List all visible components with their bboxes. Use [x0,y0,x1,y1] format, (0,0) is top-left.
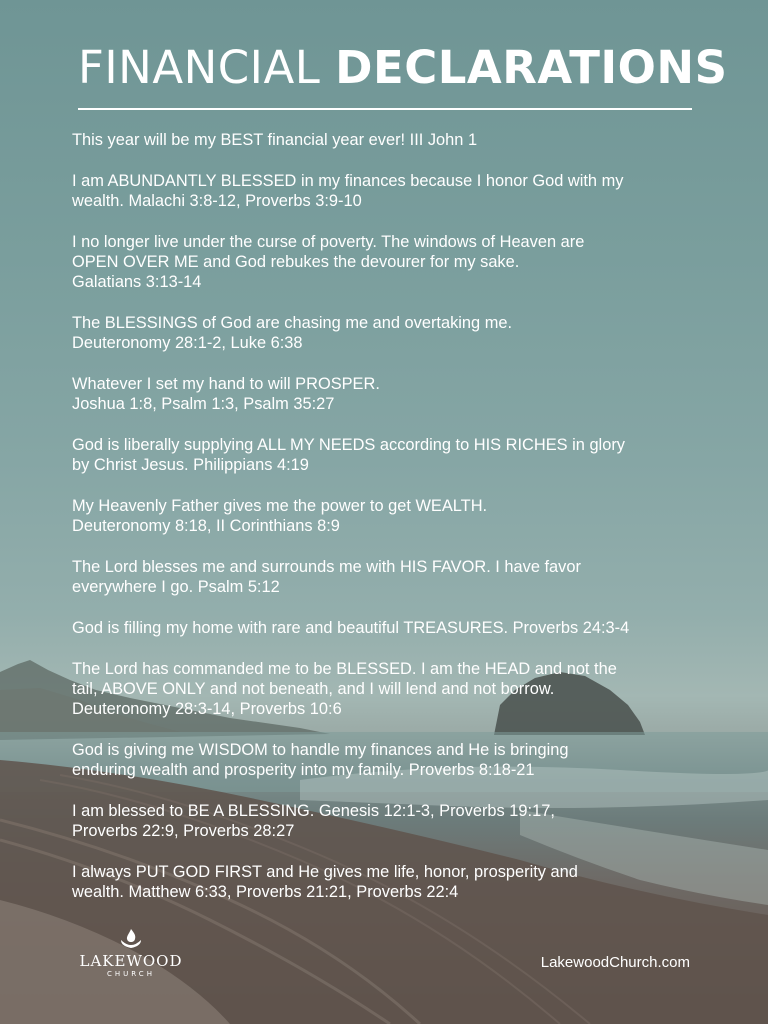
declaration-item: God is filling my home with rare and beautiful TREASURES. Proverbs 24:3-4 [72,619,630,637]
declaration-item: I am blessed to BE A BLESSING. Genesis 12:1-3, Proverbs 19:17, Proverbs 22:9, Proverbs 28:27 [72,802,555,840]
title-light: FINANCIAL [78,41,321,94]
declarations-list [72,130,712,923]
declaration-item: I am ABUNDANTLY BLESSED in my finances because I honor God with my wealth. Malachi 3:8-12, Proverbs 3:9-10 [72,172,624,210]
declaration-item: Whatever I set my hand to will PROSPER. Joshua 1:8, Psalm 1:3, Psalm 35:27 [72,375,380,413]
lakewood-logo [76,928,186,979]
declaration-item: I always PUT GOD FIRST and He gives me life, honor, prosperity and wealth. Matthew 6:33, Proverbs 21:21, Proverbs 22:4 [72,863,578,901]
declaration-item: This year will be my BEST financial year ever! III John 1 [72,131,478,149]
declaration-item: The BLESSINGS of God are chasing me and overtaking me. Deuteronomy 28:1-2, Luke 6:38 [72,314,513,352]
title-bold: DECLARATIONS [335,41,728,94]
declaration-item: The Lord has commanded me to be BLESSED. I am the HEAD and not the tail, ABOVE ONLY and not beneath, and I will lend and not borrow. Deuteronomy 28:3-14, Proverbs 10:6 [72,660,617,718]
website-link[interactable]: LakewoodChurch.com [540,954,690,971]
page-title [78,40,728,96]
title-divider [78,108,692,110]
declaration-item: The Lord blesses me and surrounds me with HIS FAVOR. I have favor everywhere I go. Psalm 5:12 [72,558,581,596]
logo-sub: CHURCH [107,970,155,978]
flame-logo-icon [118,928,144,950]
declaration-item: God is giving me WISDOM to handle my finances and He is bringing enduring wealth and prosperity into my family. Proverbs 8:18-21 [72,741,569,779]
logo-name: LAKEWOOD [79,952,183,970]
declaration-item: I no longer live under the curse of poverty. The windows of Heaven are OPEN OVER ME and God rebukes the devourer for my sake. Galatians 3:13-14 [72,233,585,291]
declaration-item: God is liberally supplying ALL MY NEEDS according to HIS RICHES in glory by Christ Jesus. Philippians 4:19 [72,436,625,474]
declaration-item: My Heavenly Father gives me the power to get WEALTH. Deuteronomy 8:18, II Corinthians 8:9 [72,497,488,535]
